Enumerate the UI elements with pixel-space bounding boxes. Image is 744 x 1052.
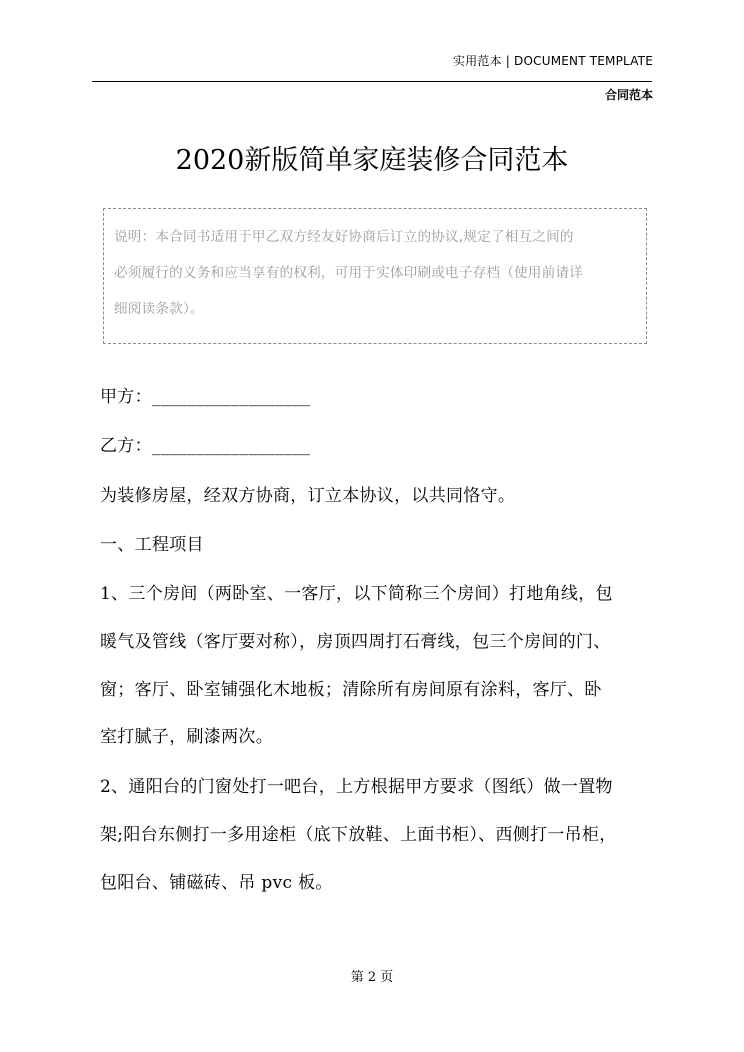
note-line-3: 细阅读条款）。 xyxy=(114,301,204,317)
page-number: 第 2 页 xyxy=(350,970,394,985)
item1-line-1: 1、三个房间（两卧室、一客厅，以下简称三个房间）打地角线，包 xyxy=(100,584,613,604)
note-line-1: 说明：本合同书适用于甲乙双方经友好协商后订立的协议,规定了相互之间的 xyxy=(114,229,574,245)
intro-paragraph: 为装修房屋，经双方协商，订立本协议，以共同恪守。 xyxy=(100,486,516,506)
header-divider xyxy=(92,81,652,82)
party-b-line: 乙方：__________________ xyxy=(100,436,311,456)
document-title: 2020新版简单家庭装修合同范本 xyxy=(175,145,569,176)
item1-line-3: 窗；客厅、卧室铺强化木地板；清除所有房间原有涂料，客厅、卧 xyxy=(100,680,602,700)
header-subtitle: 合同范本 xyxy=(604,88,653,102)
item1-line-4: 室打腻子，刷漆两次。 xyxy=(100,727,273,747)
party-a-line: 甲方：__________________ xyxy=(100,387,311,407)
item2-line-2: 架;阳台东侧打一多用途柜（底下放鞋、上面书柜）、西侧打一吊柜， xyxy=(100,825,617,845)
item2-line-3: 包阳台、铺磁砖、吊 pvc 板。 xyxy=(100,873,333,893)
section-heading-1: 一、工程项目 xyxy=(100,535,204,555)
note-line-2: 必须履行的义务和应当享有的权利，可用于实体印刷或电子存档（使用前请详 xyxy=(114,265,583,281)
item1-line-2: 暖气及管线（客厅要对称），房顶四周打石膏线，包三个房间的门、 xyxy=(100,632,611,652)
item2-line-1: 2、通阳台的门窗处打一吧台，上方根据甲方要求（图纸）做一置物 xyxy=(100,777,613,797)
note-box xyxy=(103,208,647,344)
header-tag: 实用范本 | DOCUMENT TEMPLATE xyxy=(452,54,653,68)
